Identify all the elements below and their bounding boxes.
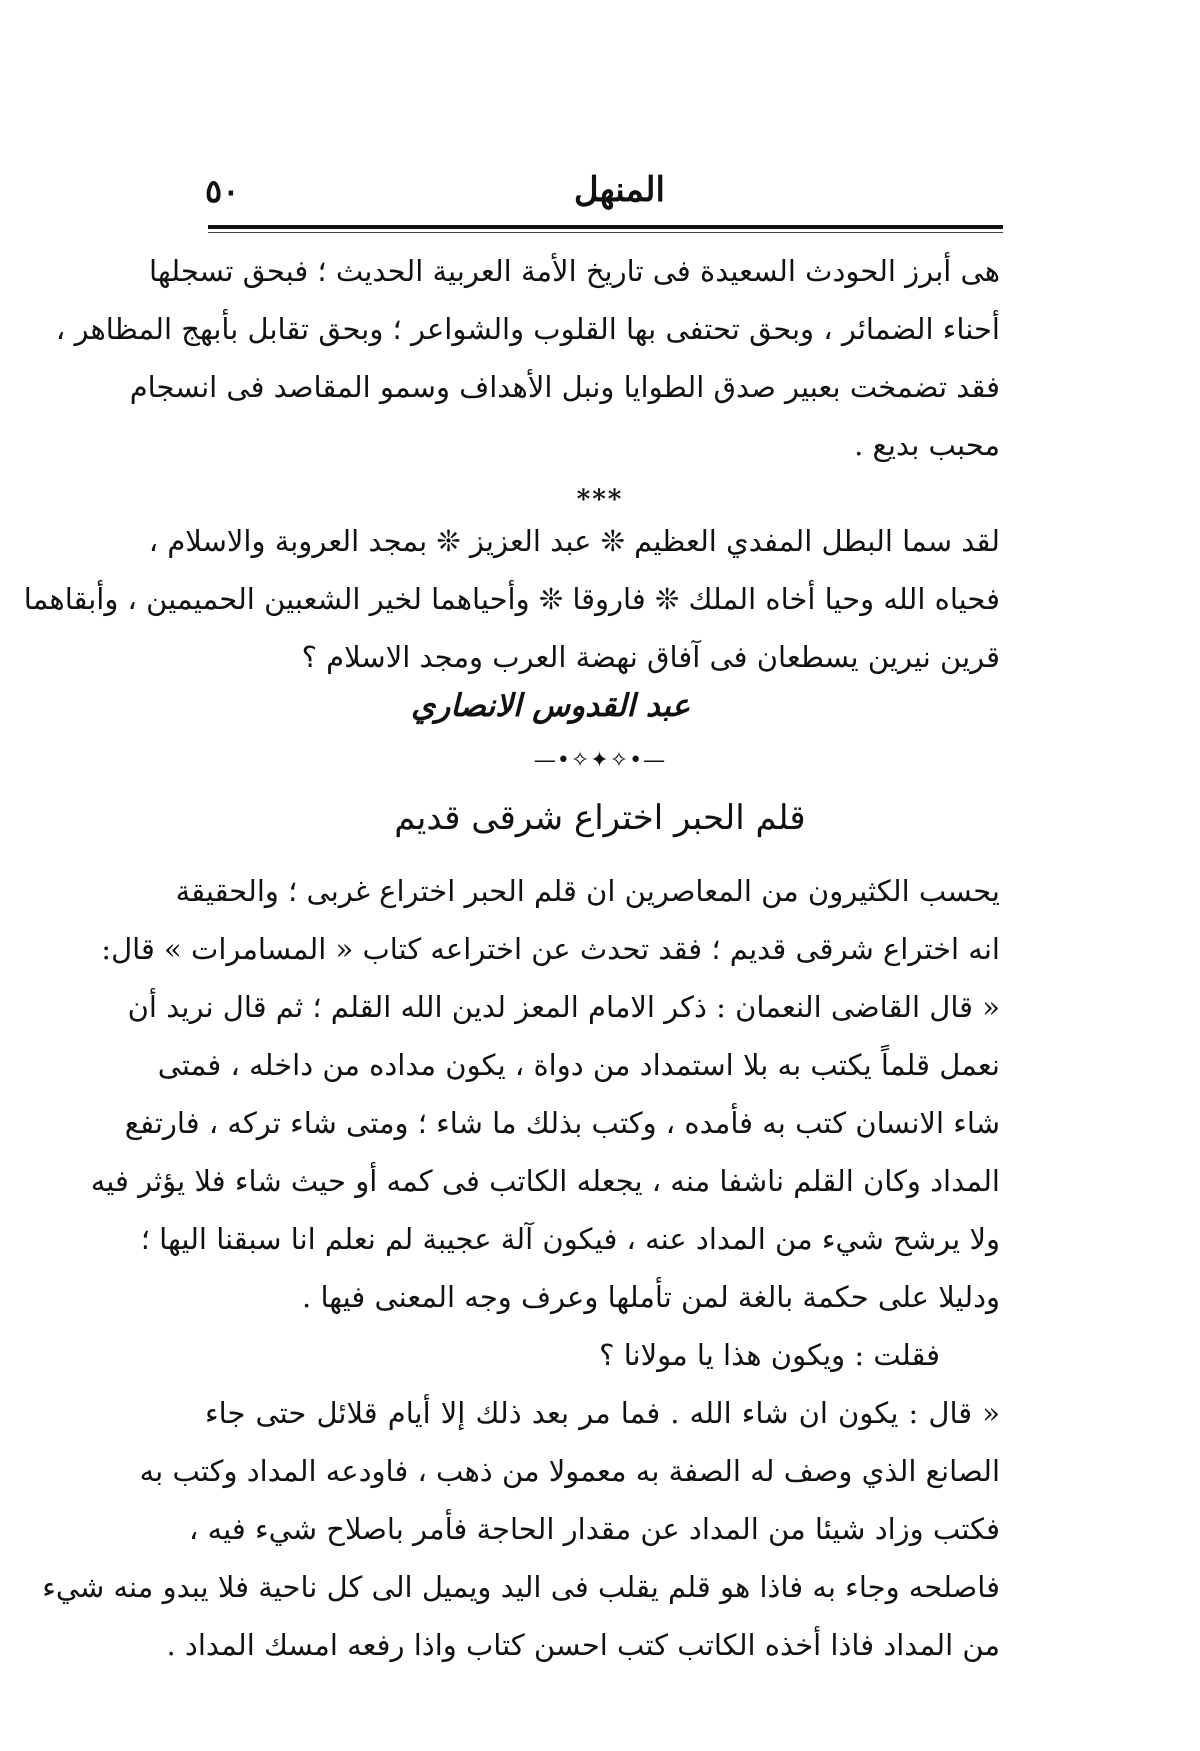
article-line: فكتب وزاد شيئا من المداد عن مقدار الحاجة فأمر باصلاح شيء فيه ، <box>188 1512 1000 1546</box>
page-number: ٥٠ <box>205 172 240 210</box>
article-line: المداد وكان القلم ناشفا منه ، يجعله الكاتب فى كمه أو حيث شاء فلا يؤثر فيه <box>90 1164 1000 1198</box>
article-line: نعمل قلماً يكتب به بلا استمداد من دواة ، يكون مداده من داخله ، فمتى <box>157 1048 1000 1082</box>
tribute-line: قرين نيرين يسطعان فى آفاق نهضة العرب ومجد الاسلام ؟ <box>301 640 1000 674</box>
article-line: فاصلحه وجاء به فاذا هو قلم يقلب فى اليد ويميل الى كل ناحية فلا يبدو منه شيء <box>42 1570 1000 1604</box>
intro-line: هى أبرز الحودث السعيدة فى تاريخ الأمة العربية الحديث ؛ فبحق تسجلها <box>149 254 1000 288</box>
article-line: « قال القاضى النعمان : ذكر الامام المعز لدين الله القلم ؛ ثم قال نريد أن <box>127 990 1000 1024</box>
tribute-line: لقد سما البطل المفدي العظيم ❊ عبد العزيز ❊ بمجد العروبة والاسلام ، <box>148 524 1000 558</box>
page-header <box>205 170 1005 220</box>
header-rule <box>208 225 1003 229</box>
article-line: الصانع الذي وصف له الصفة به معمولا من ذهب ، فاودعه المداد وكتب به <box>139 1454 1000 1488</box>
section-ornament: —•✧✦✧•— <box>533 748 667 773</box>
intro-line: فقد تضمخت بعبير صدق الطوايا ونبل الأهداف وسمو المقاصد فى انسجام <box>129 370 1000 404</box>
intro-paragraph <box>55 242 1000 474</box>
intro-line: أحناء الضمائر ، وبحق تحتفى بها القلوب والشواعر ؛ وبحق تقابل بأبهج المظاهر ، <box>55 312 1000 346</box>
separator-stars: *** <box>576 485 624 515</box>
article-title: قلم الحبر اختراع شرقى قديم <box>394 798 806 838</box>
article-line: ولا يرشح شيء من المداد عنه ، فيكون آلة عجيبة لم نعلم انا سبقنا اليها ؛ <box>140 1222 1000 1256</box>
article-line: فقلت : ويكون هذا يا مولانا ؟ <box>599 1338 940 1372</box>
article-line: انه اختراع شرقى قديم ؛ فقد تحدث عن اختراعه كتاب « المسامرات » قال: <box>101 932 1000 966</box>
running-title: المنهل <box>573 170 665 210</box>
intro-line: محبب بديع . <box>854 428 1000 462</box>
header-rule-thin <box>208 232 1003 233</box>
article-line: ودليلا على حكمة بالغة لمن تأملها وعرف وجه المعنى فيها . <box>302 1280 1000 1314</box>
tribute-paragraph <box>23 512 1000 686</box>
article-line: « قال : يكون ان شاء الله . فما مر بعد ذلك إلا أيام قلائل حتى جاء <box>205 1396 1000 1430</box>
article-line: يحسب الكثيرون من المعاصرين ان قلم الحبر اختراع غربى ؛ والحقيقة <box>175 874 1000 908</box>
author-signature: عبد القدوس الانصاري <box>410 688 690 724</box>
article-body <box>42 862 1000 1674</box>
article-line: من المداد فاذا أخذه الكاتب كتب احسن كتاب واذا رفعه امسك المداد . <box>166 1628 1000 1662</box>
article-line: شاء الانسان كتب به فأمده ، وكتب بذلك ما شاء ؛ ومتى شاء تركه ، فارتفع <box>124 1106 1000 1140</box>
tribute-line: فحياه الله وحيا أخاه الملك ❊ فاروقا ❊ وأحياهما لخير الشعبين الحميمين ، وأبقاهما <box>23 582 1000 616</box>
